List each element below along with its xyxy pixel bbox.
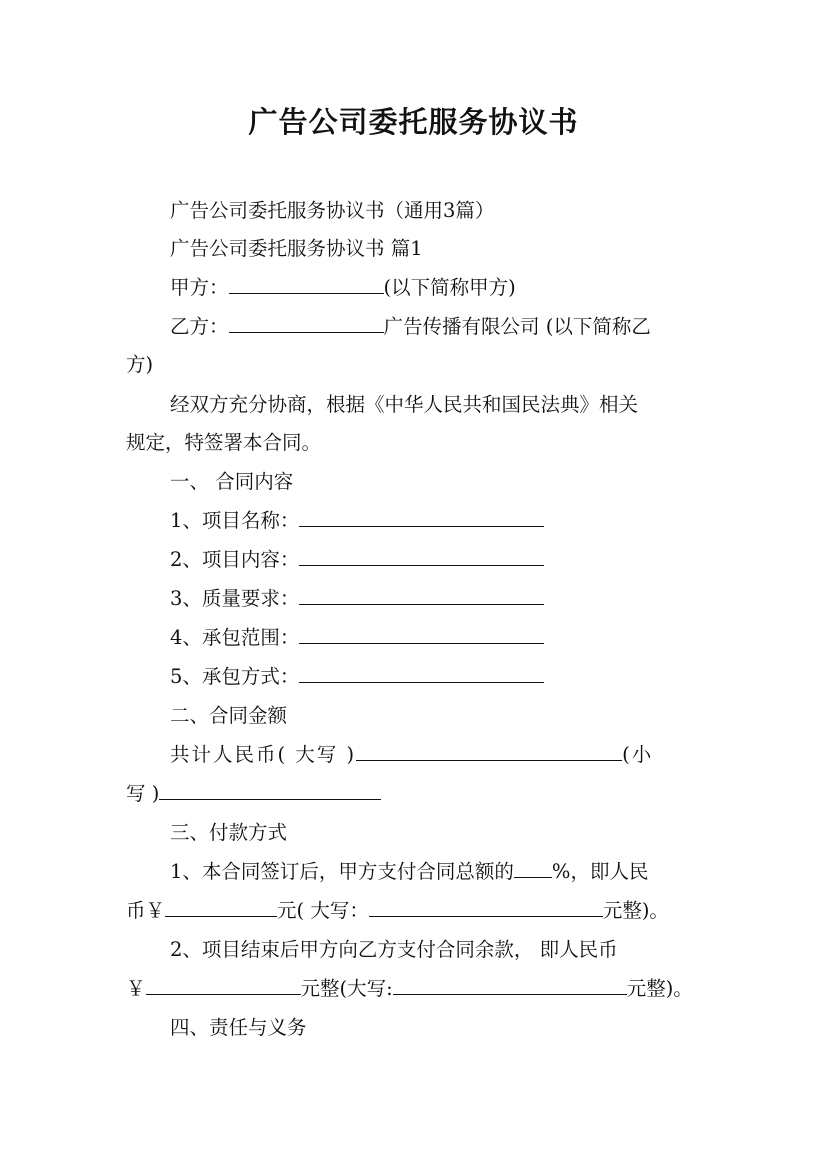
payment-1-upper-label: 元( 大写： xyxy=(277,899,369,922)
intro-paragraph-line2: 规定，特签署本合同。 xyxy=(126,431,322,454)
party-a-blank xyxy=(229,275,384,294)
amount-upper-blank xyxy=(356,742,622,761)
payment-1-line-cont xyxy=(126,896,669,926)
amount-lower-label-cont: 写 ) xyxy=(126,782,160,805)
payment-2-currency: ￥ xyxy=(126,977,146,1000)
item-blank xyxy=(299,508,544,527)
item-blank xyxy=(299,664,544,683)
party-a-line xyxy=(170,273,516,303)
payment-2-upper-label: 元整(大写: xyxy=(300,977,393,1000)
payment-1-line xyxy=(170,857,648,887)
item-project-content xyxy=(170,545,544,575)
item-project-name xyxy=(170,506,544,536)
payment-2-line: 2、项目结束后甲方向乙方支付合同余款， 即人民币 xyxy=(170,938,618,961)
payment-percent-blank xyxy=(514,859,552,878)
item-blank xyxy=(299,547,544,566)
amount-lower-blank xyxy=(159,781,381,800)
payment-2-upper-blank xyxy=(393,976,627,995)
item-label: 1、项目名称： xyxy=(170,509,300,532)
section-responsibilities: 四、责任与义务 xyxy=(170,1016,307,1039)
party-a-label: 甲方： xyxy=(170,276,229,299)
payment-1-currency: 币￥ xyxy=(126,899,166,922)
amount-lower-label: (小 xyxy=(622,743,654,766)
item-method xyxy=(170,662,544,692)
party-a-note: (以下简称甲方) xyxy=(383,276,516,299)
item-label: 5、承包方式： xyxy=(170,665,300,688)
item-blank xyxy=(299,625,544,644)
payment-2-amount-blank xyxy=(146,976,301,995)
payment-2-line-cont xyxy=(126,974,693,1004)
item-label: 2、项目内容： xyxy=(170,548,300,571)
amount-line-cont xyxy=(126,779,381,809)
item-label: 3、质量要求： xyxy=(170,587,300,610)
amount-upper-label: 共计人民币( 大写 ) xyxy=(170,743,357,766)
party-b-line xyxy=(170,312,651,342)
payment-1-suffix: 元整)。 xyxy=(602,899,669,922)
party-b-note: 广告传播有限公司 (以下简称乙 xyxy=(383,315,651,338)
section-contract-amount: 二、合同金额 xyxy=(170,704,288,727)
item-label: 4、承包范围： xyxy=(170,626,300,649)
item-scope xyxy=(170,623,544,653)
payment-1-text-cont: %，即人民 xyxy=(551,860,649,883)
payment-2-suffix: 元整)。 xyxy=(626,977,693,1000)
intro-paragraph-line1: 经双方充分协商，根据《中华人民共和国民法典》相关 xyxy=(170,393,639,416)
amount-line xyxy=(170,740,653,770)
party-b-blank xyxy=(229,314,384,333)
party-b-note-cont: 方) xyxy=(126,353,154,376)
section-payment: 三、付款方式 xyxy=(170,821,288,844)
payment-1-text: 1、本合同签订后，甲方支付合同总额的 xyxy=(170,860,514,883)
item-blank xyxy=(299,586,544,605)
payment-1-amount-blank xyxy=(165,898,277,917)
payment-1-upper-blank xyxy=(369,898,603,917)
subtitle-line: 广告公司委托服务协议书（通用3篇） xyxy=(170,199,495,222)
party-b-label: 乙方： xyxy=(170,315,229,338)
section-contract-content: 一、 合同内容 xyxy=(170,470,294,493)
document-title: 广告公司委托服务协议书 xyxy=(248,105,579,139)
section-heading-part1: 广告公司委托服务协议书 篇1 xyxy=(170,237,423,260)
item-quality xyxy=(170,584,544,614)
